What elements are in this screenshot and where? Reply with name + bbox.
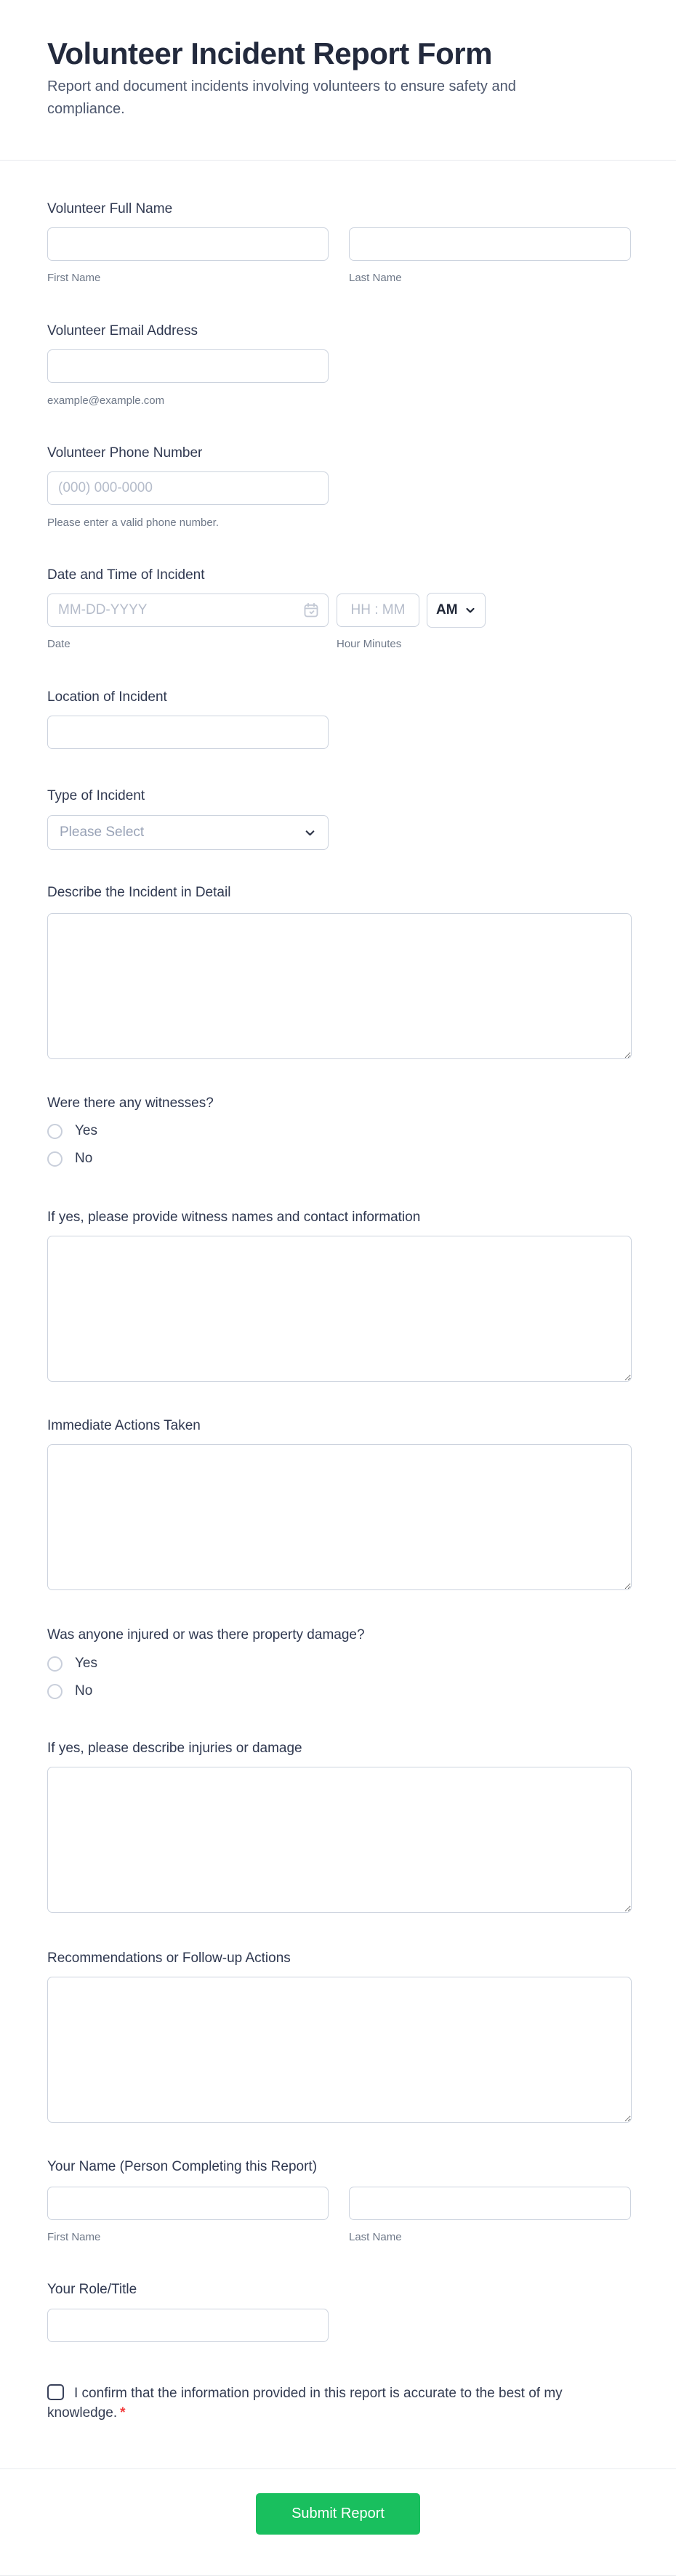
confirm-checkbox-row[interactable]: [47, 2383, 578, 2423]
footer-divider: [0, 2468, 676, 2469]
injury-desc-label: If yes, please describe injuries or damage: [47, 1741, 302, 1756]
full-name-last-input[interactable]: [349, 227, 631, 261]
email-helper: example@example.com: [47, 394, 165, 407]
last-name-sublabel: Last Name: [349, 272, 402, 284]
date-input[interactable]: [47, 594, 329, 627]
radio-icon[interactable]: [47, 1151, 63, 1167]
incident-type-select[interactable]: [47, 815, 329, 850]
describe-textarea[interactable]: [47, 913, 632, 1059]
header-divider: [0, 160, 676, 161]
form-title: Volunteer Incident Report Form: [47, 36, 492, 70]
form-subtitle: Report and document incidents involving volunteers to ensure safety and compliance.: [47, 78, 516, 117]
email-input[interactable]: [47, 349, 329, 383]
injury-no-text: No: [75, 1683, 93, 1698]
witnesses-no-text: No: [75, 1151, 93, 1166]
radio-icon[interactable]: [47, 1124, 63, 1139]
incident-type-label: Type of Incident: [47, 788, 145, 803]
first-name-sublabel: First Name: [47, 2231, 101, 2243]
phone-input[interactable]: [47, 471, 329, 505]
witnesses-yes-text: Yes: [75, 1123, 97, 1138]
email-label: Volunteer Email Address: [47, 323, 198, 339]
confirm-text: I confirm that the information provided in this report is accurate to the best of my knowledge.: [47, 2386, 563, 2421]
time-input[interactable]: [337, 594, 419, 627]
date-sublabel: Date: [47, 638, 71, 650]
full-name-first-input[interactable]: [47, 227, 329, 261]
phone-label: Volunteer Phone Number: [47, 445, 203, 461]
ampm-value: AM: [436, 602, 458, 617]
injury-yes-text: Yes: [75, 1656, 97, 1671]
phone-helper: Please enter a valid phone number.: [47, 517, 219, 529]
radio-icon[interactable]: [47, 1684, 63, 1699]
witnesses-option-no[interactable]: [47, 1151, 92, 1167]
injury-option-no[interactable]: [47, 1683, 92, 1699]
incident-type-value: Please Select: [60, 825, 145, 840]
role-input[interactable]: [47, 2309, 329, 2342]
location-label: Location of Incident: [47, 689, 167, 705]
required-asterisk: *: [120, 2405, 126, 2421]
recommendations-textarea[interactable]: [47, 1977, 632, 2123]
describe-label: Describe the Incident in Detail: [47, 885, 231, 900]
chevron-down-icon: [304, 827, 316, 839]
calendar-icon[interactable]: [302, 602, 320, 619]
location-input[interactable]: [47, 716, 329, 749]
full-name-label: Volunteer Full Name: [47, 201, 173, 216]
checkbox-icon[interactable]: [47, 2384, 64, 2400]
actions-taken-textarea[interactable]: [47, 1444, 632, 1590]
injury-option-yes[interactable]: [47, 1656, 97, 1672]
submit-report-button[interactable]: Submit Report: [256, 2493, 420, 2535]
time-sublabel: Hour Minutes: [337, 638, 402, 650]
radio-icon[interactable]: [47, 1656, 63, 1672]
your-name-last-input[interactable]: [349, 2187, 631, 2220]
witness-info-textarea[interactable]: [47, 1236, 632, 1382]
first-name-sublabel: First Name: [47, 272, 101, 284]
recommendations-label: Recommendations or Follow-up Actions: [47, 1951, 291, 1966]
your-name-label: Your Name (Person Completing this Report): [47, 2159, 318, 2174]
chevron-down-icon: [464, 604, 476, 616]
datetime-label: Date and Time of Incident: [47, 567, 205, 583]
witnesses-label: Were there any witnesses?: [47, 1095, 214, 1111]
ampm-select[interactable]: [427, 593, 486, 628]
last-name-sublabel: Last Name: [349, 2231, 402, 2243]
your-name-first-input[interactable]: [47, 2187, 329, 2220]
injury-label: Was anyone injured or was there property damage?: [47, 1627, 365, 1643]
injury-desc-textarea[interactable]: [47, 1767, 632, 1913]
witnesses-option-yes[interactable]: [47, 1123, 97, 1139]
actions-taken-label: Immediate Actions Taken: [47, 1418, 201, 1433]
role-label: Your Role/Title: [47, 2282, 137, 2297]
witness-info-label: If yes, please provide witness names and contact information: [47, 1210, 421, 1225]
